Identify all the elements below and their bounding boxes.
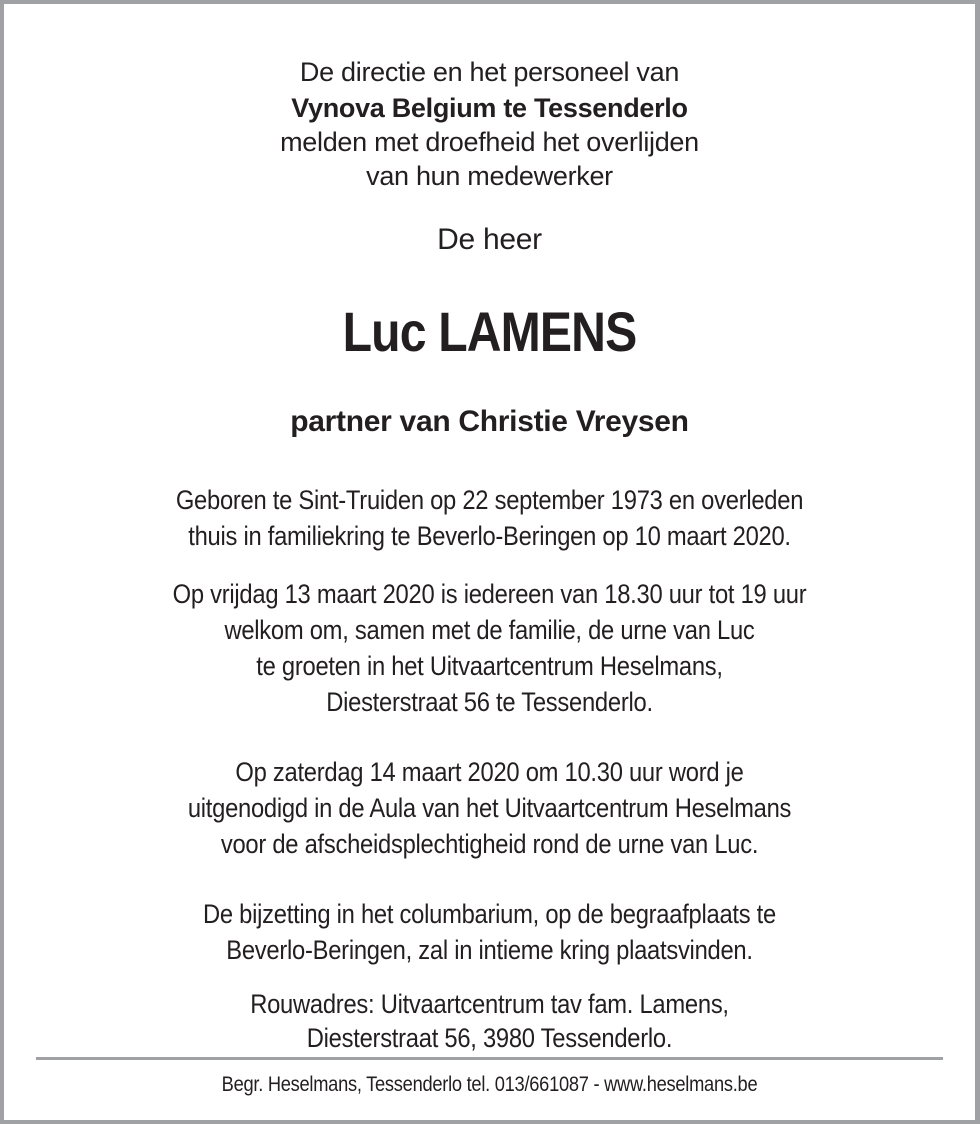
partner-line: partner van Christie Vreysen (290, 405, 689, 438)
funeral-home-footer: Begr. Heselmans, Tessenderlo tel. 013/661087 - www.heselmans.be (221, 1073, 758, 1096)
visitation-line-3: te groeten in het Uitvaartcentrum Heselmans, (256, 651, 723, 681)
visitation-line-2: welkom om, samen met de familie, de urne van Luc (224, 615, 755, 645)
footer-divider (36, 1057, 943, 1060)
interment-line-2: Beverlo-Beringen, zal in intieme kring plaatsvinden. (226, 935, 753, 965)
title-prefix: De heer (437, 223, 542, 256)
birth-death-line-2: thuis in familiekring te Beverlo-Beringen op 10 maart 2020. (188, 521, 791, 551)
interment-line-1: De bijzetting in het columbarium, op de begraafplaats te (203, 899, 776, 929)
ceremony-line-2: uitgenodigd in de Aula van het Uitvaartcentrum Heselmans (187, 793, 792, 823)
obituary-notice (4, 4, 975, 1120)
ceremony-line-1: Op zaterdag 14 maart 2020 om 10.30 uur word je (235, 757, 744, 787)
mourning-address-line-1: Rouwadres: Uitvaartcentrum tav fam. Lamens, (250, 989, 729, 1019)
birth-death-line-1: Geboren te Sint-Truiden op 22 september 1973 en overleden (175, 485, 804, 515)
deceased-name: Luc LAMENS (342, 300, 637, 363)
intro-line-1: De directie en het personeel van (299, 57, 680, 87)
intro-line-4: van hun medewerker (366, 161, 613, 191)
intro-line-3: melden met droefheid het overlijden (280, 127, 699, 157)
ceremony-line-3: voor de afscheidsplechtigheid rond de urne van Luc. (220, 829, 759, 859)
mourning-address-line-2: Diesterstraat 56, 3980 Tessenderlo. (306, 1023, 673, 1053)
visitation-line-1: Op vrijdag 13 maart 2020 is iedereen van 18.30 uur tot 19 uur (172, 579, 807, 609)
visitation-line-4: Diesterstraat 56 te Tessenderlo. (326, 687, 653, 717)
company-name: Vynova Belgium te Tessenderlo (291, 93, 688, 123)
